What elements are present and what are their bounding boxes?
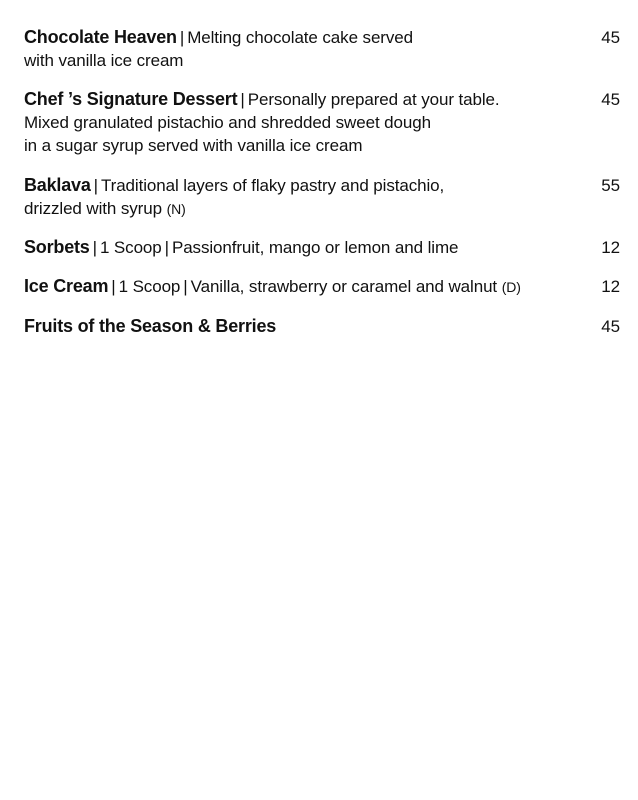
dessert-menu: [24, 26, 622, 338]
menu-item-portion: 1 Scoop: [99, 238, 162, 257]
menu-item-desc-line: drizzled with syrup: [24, 199, 162, 218]
menu-item-name: Ice Cream: [24, 276, 109, 296]
menu-item-price: 45: [601, 28, 620, 47]
separator: |: [179, 28, 185, 47]
menu-item-ice-cream: [24, 275, 622, 299]
menu-item-price: 12: [601, 238, 620, 257]
menu-item-name: Baklava: [24, 175, 91, 195]
menu-item-desc-line: Melting chocolate cake served: [187, 28, 413, 47]
menu-item-desc-line: Vanilla, strawberry or caramel and walnut: [190, 277, 498, 296]
menu-item-fruits-of-the-season: [24, 315, 622, 338]
menu-item-desc-line: Mixed granulated pistachio and shredded sweet dough: [24, 113, 431, 132]
menu-item-line: [24, 88, 544, 111]
menu-item-description: [24, 88, 544, 157]
menu-item-desc-line: Personally prepared at your table.: [247, 90, 500, 109]
allergen-tag: (N): [166, 201, 186, 217]
menu-item-line: [24, 236, 544, 259]
separator: |: [92, 238, 97, 257]
menu-item-name: Fruits of the Season & Berries: [24, 316, 277, 336]
menu-item-name: Chef ’s Signature Dessert: [24, 89, 238, 109]
menu-item-line: [24, 315, 544, 338]
menu-item-chefs-signature-dessert: [24, 88, 622, 157]
menu-item-desc-line: Passionfruit, mango or lemon and lime: [171, 238, 459, 257]
menu-item-price: 45: [601, 317, 620, 336]
menu-item-price: 45: [601, 90, 620, 109]
separator: |: [93, 176, 98, 195]
menu-item-desc-line: with vanilla ice cream: [24, 51, 184, 70]
menu-item-description: [24, 236, 544, 259]
menu-item-name: Sorbets: [24, 237, 90, 257]
menu-item-line: [24, 275, 544, 299]
menu-item-desc-line: Traditional layers of flaky pastry and pistachio,: [100, 176, 445, 195]
menu-item-description: [24, 174, 544, 221]
menu-item-price: 55: [601, 176, 620, 195]
menu-item-sorbets: [24, 236, 622, 259]
allergen-tag: (D): [501, 279, 521, 295]
menu-item-description: [24, 315, 544, 338]
separator: |: [111, 277, 116, 296]
menu-item-name: Chocolate Heaven: [24, 27, 177, 47]
menu-item-portion: 1 Scoop: [118, 277, 181, 296]
menu-item-chocolate-heaven: [24, 26, 622, 72]
menu-item-description: [24, 26, 544, 72]
menu-item-line: [24, 174, 544, 197]
separator: |: [183, 277, 188, 296]
menu-item-description: [24, 275, 544, 299]
menu-item-desc-line: in a sugar syrup served with vanilla ice cream: [24, 136, 363, 155]
separator: |: [240, 90, 245, 109]
separator: |: [164, 238, 169, 257]
menu-item-line: [24, 197, 544, 221]
menu-item-price: 12: [601, 277, 620, 296]
menu-item-baklava: [24, 174, 622, 221]
menu-item-line: [24, 26, 544, 49]
